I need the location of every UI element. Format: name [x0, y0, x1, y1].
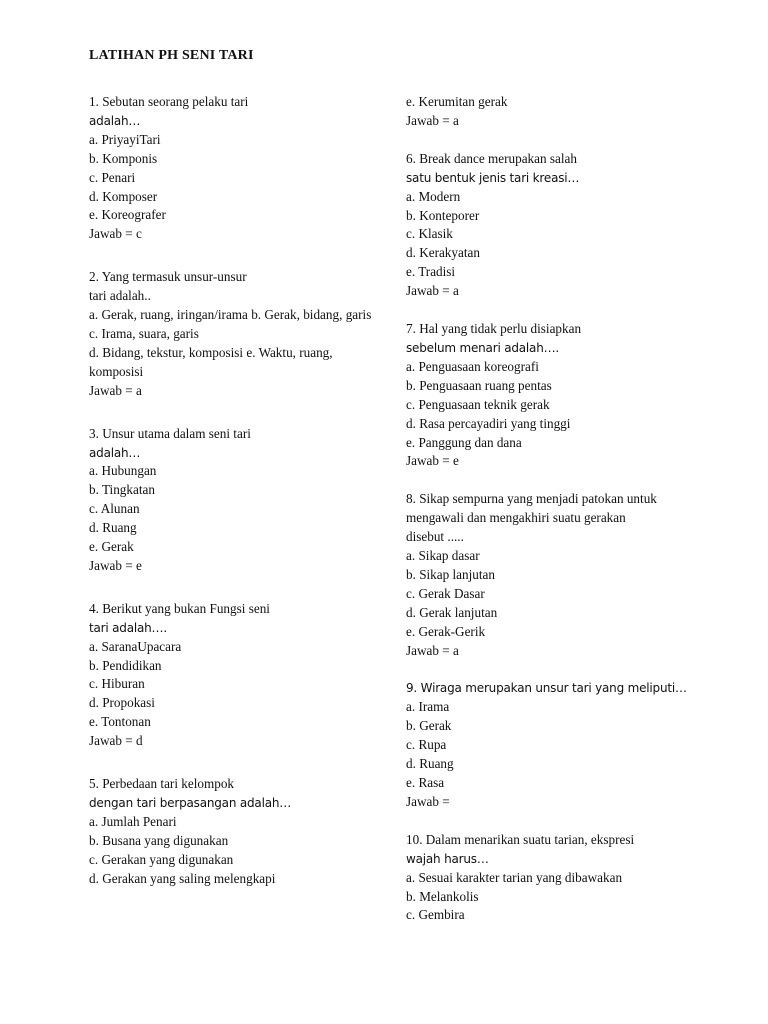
question-text: adalah… [89, 113, 141, 128]
option: e. Gerak [89, 539, 134, 555]
option: a. Gerak, ruang, iringan/irama b. Gerak, bidang, garis c. Irama, suara, garis [89, 307, 372, 341]
option: c. Hiburan [89, 676, 145, 692]
answer: Jawab = e [406, 453, 459, 469]
question-text: satu bentuk jenis tari kreasi… [406, 170, 580, 185]
question-6 [406, 150, 691, 301]
question-text: tari adalah…. [89, 620, 167, 635]
option: c. Gerak Dasar [406, 585, 485, 601]
question-text: 3. Unsur utama dalam seni tari [89, 425, 251, 441]
option: c. Rupa [406, 737, 447, 753]
option: b. Melankolis [406, 888, 479, 904]
option: c. Klasik [406, 226, 453, 242]
option: d. Rasa percayadiri yang tinggi [406, 415, 571, 431]
question-text: 7. Hal yang tidak perlu disiapkan [406, 321, 582, 337]
option: b. Gerak [406, 718, 452, 734]
option: a. Penguasaan koreografi [406, 358, 539, 374]
option: b. Konteporer [406, 207, 480, 223]
question-3 [89, 425, 374, 576]
option: a. SaranaUpacara [89, 638, 182, 654]
question-2 [89, 268, 374, 400]
question-text: adalah… [89, 445, 141, 460]
question-text: 10. Dalam menarikan suatu tarian, ekspresi [406, 831, 635, 847]
option: d. Komposer [89, 188, 158, 204]
option: d. Propokasi [89, 695, 155, 711]
option: c. Gerakan yang digunakan [89, 851, 234, 867]
option: a. Jumlah Penari [89, 813, 177, 829]
option: c. Penguasaan teknik gerak [406, 396, 550, 412]
question-text: 1. Sebutan seorang pelaku tari [89, 94, 249, 109]
option: d. Kerakyatan [406, 245, 480, 261]
question-9 [406, 679, 691, 811]
question-text: 9. Wiraga merupakan unsur tari yang meliputi… [406, 681, 687, 696]
option: a. Sikap dasar [406, 548, 480, 564]
question-text: 6. Break dance merupakan salah [406, 150, 577, 166]
answer: Jawab = a [406, 283, 459, 299]
option: b. Penguasaan ruang pentas [406, 377, 552, 393]
question-7 [406, 320, 691, 471]
option: d. Gerak lanjutan [406, 604, 498, 620]
option: e. Tradisi [406, 264, 456, 280]
question-10 [406, 831, 691, 926]
option: e. Tontonan [89, 714, 151, 730]
option: e. Gerak-Gerik [406, 623, 486, 639]
option: b. Sikap lanjutan [406, 566, 496, 582]
question-text: wajah harus… [406, 851, 489, 866]
question-text: 8. Sikap sempurna yang menjadi patokan untuk [406, 491, 657, 507]
option: a. Hubungan [89, 463, 157, 479]
question-text: tari adalah.. [89, 288, 151, 304]
option: d. Gerakan yang saling melengkapi [89, 870, 276, 886]
answer: Jawab = c [89, 226, 142, 242]
option: c. Penari [89, 169, 136, 185]
option: d. Bidang, tekstur, komposisi e. Waktu, ruang, komposisi [89, 344, 333, 379]
page-title: LATIHAN PH SENI TARI [89, 48, 254, 63]
option: b. Pendidikan [89, 657, 162, 673]
left-column [89, 93, 374, 908]
question-text: dengan tari berpasangan adalah… [89, 796, 292, 810]
answer: Jawab = d [89, 733, 143, 749]
answer: Jawab = a [89, 382, 142, 398]
option: d. Ruang [89, 520, 137, 536]
option: d. Ruang [406, 756, 454, 772]
question-text: 5. Perbedaan tari kelompok [89, 776, 235, 792]
option: c. Gembira [406, 907, 465, 923]
question-5 [89, 775, 374, 888]
question-text: mengawali dan mengakhiri suatu gerakan [406, 510, 626, 526]
option: b. Tingkatan [89, 482, 155, 498]
option: e. Koreografer [89, 207, 166, 223]
option: a. Sesuai karakter tarian yang dibawakan [406, 869, 623, 885]
question-8 [406, 490, 691, 660]
option: e. Panggung dan dana [406, 434, 522, 450]
question-5-continued [406, 93, 691, 131]
question-1 [89, 93, 374, 244]
question-text: 4. Berikut yang bukan Fungsi seni [89, 600, 270, 616]
right-column [406, 93, 691, 944]
option: e. Rasa [406, 775, 445, 790]
option: c. Alunan [89, 501, 140, 517]
question-text: disebut ..... [406, 529, 464, 545]
question-4 [89, 600, 374, 751]
option: a. Modern [406, 188, 461, 204]
question-text: 2. Yang termasuk unsur-unsur [89, 269, 247, 285]
option: b. Busana yang digunakan [89, 832, 229, 848]
option: e. Kerumitan gerak [406, 94, 508, 109]
answer: Jawab = a [406, 642, 459, 658]
answer: Jawab = [406, 793, 450, 809]
option: b. Komponis [89, 150, 158, 166]
question-text: sebelum menari adalah…. [406, 340, 560, 355]
option: a. Irama [406, 699, 450, 715]
option: a. PriyayiTari [89, 131, 161, 147]
answer: Jawab = e [89, 557, 142, 573]
answer: Jawab = a [406, 112, 459, 128]
